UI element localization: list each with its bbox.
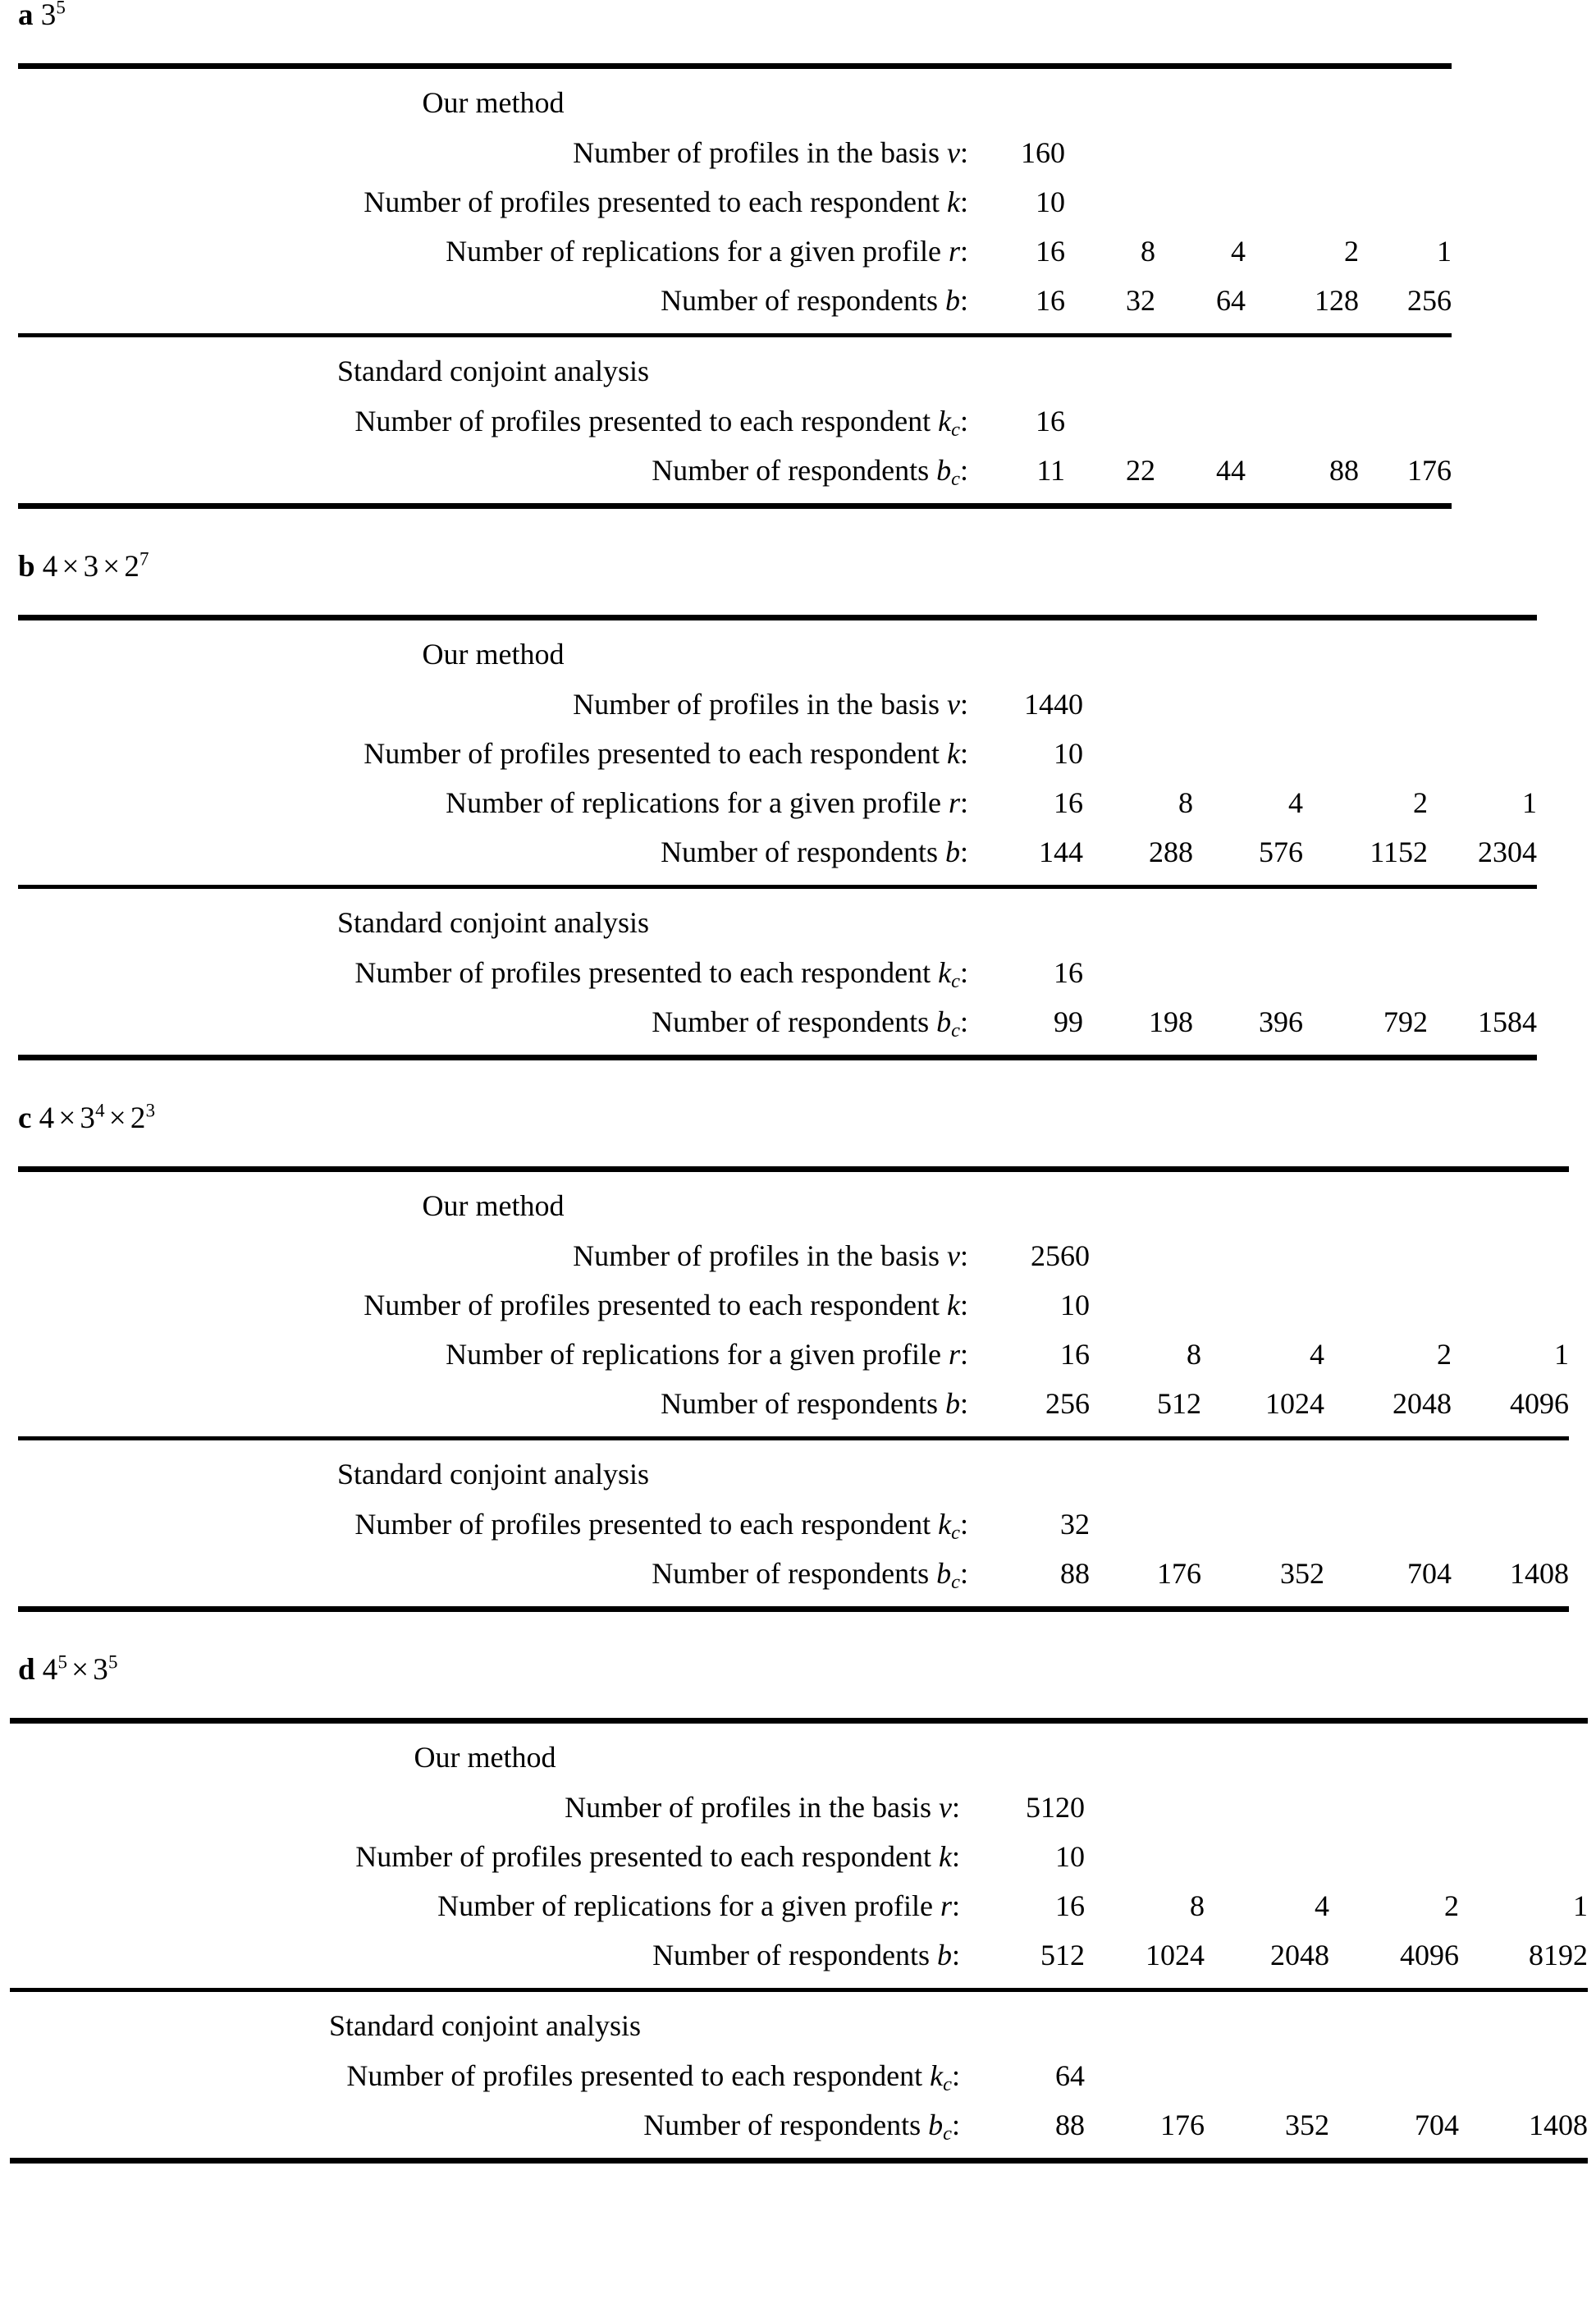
- panel-b-row-replications: [18, 778, 1537, 827]
- panel-b-value-bc-0: 99: [1054, 1005, 1083, 1038]
- panel-d-value-b-1: 1024: [1146, 1939, 1205, 1971]
- panel-d-value-b-4: 8192: [1529, 1939, 1588, 1971]
- panel-c-label-presented: Number of profiles presented to each respondent k:: [364, 1289, 968, 1321]
- panel-d-value-r-1: 8: [1190, 1889, 1205, 1922]
- panel-c-value-b-3: 2048: [1392, 1387, 1452, 1420]
- symbol-k: k: [947, 185, 960, 218]
- panel-b-value-r-4: 1: [1522, 786, 1537, 819]
- symbol-k: k: [947, 737, 960, 770]
- panel-c-value-b-4: 4096: [1510, 1387, 1569, 1420]
- panel-a-section-standard-row: [18, 346, 1452, 396]
- panel-d-value-bc-1: 176: [1160, 2109, 1205, 2141]
- panel-c-label-basis: Number of profiles in the basis v:: [573, 1239, 968, 1272]
- panel-a-row-presented: [18, 177, 1452, 227]
- panel-c-letter: c: [18, 1101, 32, 1135]
- symbol-b: b: [944, 836, 960, 868]
- panel-d-value-r-4: 1: [1573, 1889, 1588, 1922]
- panel-c-section-our-method-row: [18, 1180, 1569, 1231]
- panel-c-design-exponent-2: 3: [145, 1100, 156, 1121]
- symbol-kc: $k_c$: [938, 956, 960, 993]
- panel-a-row-replications: [18, 227, 1452, 276]
- panel-b-row-basis: [18, 680, 1537, 729]
- panel-d-design-exponent-1: 5: [107, 1651, 118, 1673]
- panel-b-bottom-rule: [18, 1058, 1537, 1061]
- panel-b-label-replications: Number of replications for a given profile r:: [446, 786, 968, 819]
- panel-b-design-base-0: 4: [42, 550, 58, 584]
- panel-b-caption: [0, 548, 1596, 584]
- panel-a-section-our-method-row: [18, 77, 1452, 128]
- panel-d-design: [43, 1653, 118, 1687]
- panel-a-label-basis: Number of profiles in the basis v:: [573, 136, 968, 169]
- symbol-bc: $b_c$: [936, 1005, 960, 1042]
- panel-b-row-presented: [18, 729, 1537, 778]
- panel-c-value-b-0: 256: [1045, 1387, 1090, 1420]
- panel-c-value-bc-1: 176: [1157, 1557, 1201, 1590]
- panel-a-value-r-3: 2: [1344, 235, 1359, 268]
- panel-b-value-v: 1440: [1024, 688, 1083, 721]
- panel-d-row-presented: [10, 1832, 1588, 1881]
- panel-c-design: [39, 1101, 156, 1135]
- symbol-r: r: [948, 235, 960, 268]
- panel-a-label-respondents: Number of respondents b:: [661, 284, 968, 317]
- panel-b-value-bc-3: 792: [1383, 1005, 1428, 1038]
- panel-d-row-respondents-c: [10, 2100, 1588, 2150]
- panel-b-value-bc-4: 1584: [1478, 1005, 1537, 1038]
- panel-c-value-v: 2560: [1031, 1239, 1090, 1272]
- panel-b-value-r-3: 2: [1413, 786, 1428, 819]
- times-icon: ×: [103, 550, 121, 584]
- panel-d-letter: d: [18, 1653, 35, 1687]
- panel-d-value-bc-4: 1408: [1529, 2109, 1588, 2141]
- panel-b-row-respondents: [18, 827, 1537, 877]
- panel-c-value-bc-4: 1408: [1510, 1557, 1569, 1590]
- panel-b-value-bc-1: 198: [1149, 1005, 1193, 1038]
- symbol-bc: $b_c$: [936, 1557, 960, 1594]
- panel-b-section-standard: Standard conjoint analysis: [337, 906, 649, 939]
- panel-a-value-r-2: 4: [1231, 235, 1246, 268]
- times-icon: ×: [62, 550, 80, 584]
- panel-c-row-presented-c: [18, 1500, 1569, 1549]
- symbol-v: v: [939, 1791, 952, 1824]
- panel-b-label-presented: Number of profiles presented to each respondent k:: [364, 737, 968, 770]
- panel-d-value-bc-3: 704: [1415, 2109, 1459, 2141]
- panel-d-value-kc: 64: [1055, 2059, 1085, 2092]
- panel-a-section-our-method: Our method: [422, 86, 565, 119]
- panel-a-letter: a: [18, 0, 34, 32]
- panel-c-label-respondents: Number of respondents b:: [661, 1387, 968, 1420]
- panel-c-row-respondents-c: [18, 1549, 1569, 1598]
- panel-b-value-k: 10: [1054, 737, 1083, 770]
- panel-c-row-replications: [18, 1330, 1569, 1379]
- panel-d-row-replications: [10, 1881, 1588, 1930]
- panel-a-value-b-4: 256: [1407, 284, 1452, 317]
- panel-c-design-base-1: 3: [80, 1101, 96, 1135]
- panel-a-bottom-rule: [18, 506, 1452, 510]
- symbol-kc: $k_c$: [938, 405, 960, 442]
- panel-b-section-our-method: Our method: [422, 638, 565, 671]
- panel-d-label-presented: Number of profiles presented to each respondent k:: [355, 1840, 960, 1873]
- panel-a-value-bc-4: 176: [1407, 454, 1452, 487]
- symbol-kc: $k_c$: [930, 2059, 952, 2096]
- panel-b-label-respondents-c: Number of respondents $b_c$:: [652, 1005, 968, 1042]
- panel-c-label-respondents-c: Number of respondents $b_c$:: [652, 1557, 968, 1594]
- panel-c-value-r-4: 1: [1554, 1338, 1569, 1371]
- panel-a-value-bc-2: 44: [1216, 454, 1246, 487]
- panel-b-label-basis: Number of profiles in the basis v:: [573, 688, 968, 721]
- panel-d-value-b-0: 512: [1040, 1939, 1085, 1971]
- panel-b-value-b-1: 288: [1149, 836, 1193, 868]
- panel-a-design-exponent: 5: [56, 0, 66, 18]
- symbol-v: v: [947, 1239, 960, 1272]
- panel-c-caption: [0, 1100, 1596, 1135]
- panel-a-value-b-1: 32: [1126, 284, 1155, 317]
- symbol-b: b: [944, 284, 960, 317]
- panel-c-value-b-1: 512: [1157, 1387, 1201, 1420]
- times-icon: ×: [108, 1101, 126, 1135]
- panel-a-value-bc-0: 11: [1036, 454, 1065, 487]
- panel-d-caption: [0, 1651, 1596, 1687]
- symbol-r: r: [948, 786, 960, 819]
- panel-d-section-standard-row: [10, 2000, 1588, 2051]
- panel-a-caption: [0, 0, 1596, 30]
- panel-d-row-respondents: [10, 1930, 1588, 1980]
- panel-b: [0, 548, 1596, 1060]
- symbol-b: b: [944, 1387, 960, 1420]
- panel-c-row-basis: [18, 1231, 1569, 1280]
- panel-b-row-presented-c: [18, 948, 1537, 997]
- panel-d-value-k: 10: [1055, 1840, 1085, 1873]
- panel-b-value-b-2: 576: [1259, 836, 1303, 868]
- panel-d-label-respondents: Number of respondents b:: [652, 1939, 960, 1971]
- panel-a-row-basis: [18, 128, 1452, 177]
- panel-d-bottom-rule: [10, 2161, 1588, 2164]
- panel-a-row-presented-c: [18, 396, 1452, 446]
- panel-a-table-wrap: [0, 63, 1596, 509]
- panel-a-label-presented: Number of profiles presented to each respondent k:: [364, 185, 968, 218]
- symbol-k: k: [939, 1840, 952, 1873]
- panel-a-design: [41, 0, 66, 32]
- panel-a-label-presented-c: Number of profiles presented to each respondent $k_c$:: [354, 405, 968, 442]
- panel-a-value-bc-1: 22: [1126, 454, 1155, 487]
- panel-d-section-our-method-row: [10, 1732, 1588, 1783]
- panel-d-value-v: 5120: [1026, 1791, 1085, 1824]
- panel-d-label-respondents-c: Number of respondents $b_c$:: [643, 2109, 960, 2145]
- panel-d-table-wrap: [0, 1718, 1596, 2164]
- panel-c-value-r-3: 2: [1437, 1338, 1452, 1371]
- panel-b-value-b-3: 1152: [1370, 836, 1428, 868]
- panel-b-section-standard-row: [18, 897, 1537, 948]
- panel-b-design-exponent-2: 7: [139, 548, 149, 570]
- panel-b-value-b-0: 144: [1039, 836, 1083, 868]
- panel-a-row-respondents-c: [18, 446, 1452, 495]
- panel-b-design-base-1: 3: [83, 550, 99, 584]
- panel-b-design: [43, 550, 149, 584]
- panel-d-label-replications: Number of replications for a given profile r:: [437, 1889, 960, 1922]
- panel-d-label-basis: Number of profiles in the basis v:: [565, 1791, 960, 1824]
- panel-b-table: [18, 615, 1537, 1060]
- panel-d-row-presented-c: [10, 2051, 1588, 2100]
- panel-a: [0, 0, 1596, 509]
- symbol-v: v: [947, 688, 960, 721]
- panel-c-value-b-2: 1024: [1265, 1387, 1324, 1420]
- panel-c-value-r-0: 16: [1060, 1338, 1090, 1371]
- panel-d-value-r-2: 4: [1315, 1889, 1329, 1922]
- panel-c-row-presented: [18, 1280, 1569, 1330]
- symbol-r: r: [940, 1889, 952, 1922]
- symbol-r: r: [948, 1338, 960, 1371]
- panel-c-row-respondents: [18, 1379, 1569, 1428]
- panel-a-table: [18, 63, 1452, 509]
- panel-d-value-bc-0: 88: [1055, 2109, 1085, 2141]
- panel-b-label-presented-c: Number of profiles presented to each respondent $k_c$:: [354, 956, 968, 993]
- panel-a-section-standard: Standard conjoint analysis: [337, 355, 649, 387]
- symbol-b: b: [936, 1939, 952, 1971]
- panel-c-design-base-2: 2: [130, 1101, 146, 1135]
- panel-d-design-base-1: 3: [93, 1653, 108, 1687]
- panel-b-label-respondents: Number of respondents b:: [661, 836, 968, 868]
- panel-a-value-v: 160: [1021, 136, 1065, 169]
- panel-c: [0, 1100, 1596, 1612]
- panel-b-design-base-2: 2: [124, 550, 140, 584]
- panel-c-value-bc-2: 352: [1280, 1557, 1324, 1590]
- panel-a-value-b-0: 16: [1036, 284, 1065, 317]
- panel-d-section-our-method: Our method: [414, 1741, 556, 1774]
- panel-c-design-exponent-1: 4: [95, 1100, 105, 1121]
- panel-d-value-bc-2: 352: [1285, 2109, 1329, 2141]
- panel-c-value-r-2: 4: [1310, 1338, 1324, 1371]
- panel-b-value-kc: 16: [1054, 956, 1083, 989]
- panel-d: [0, 1651, 1596, 2164]
- symbol-bc: $b_c$: [928, 2109, 952, 2145]
- panel-c-value-r-1: 8: [1187, 1338, 1201, 1371]
- panel-d-row-basis: [10, 1783, 1588, 1832]
- panel-a-value-b-3: 128: [1315, 284, 1359, 317]
- panel-a-design-base: 3: [40, 0, 57, 32]
- panel-c-section-standard-row: [18, 1449, 1569, 1500]
- panel-c-section-standard: Standard conjoint analysis: [337, 1458, 649, 1490]
- panel-b-value-b-4: 2304: [1478, 836, 1537, 868]
- panel-a-row-respondents: [18, 276, 1452, 325]
- panel-d-design-exponent-0: 5: [57, 1651, 68, 1673]
- panel-c-value-bc-0: 88: [1060, 1557, 1090, 1590]
- panel-b-row-respondents-c: [18, 997, 1537, 1046]
- panel-c-section-our-method: Our method: [422, 1189, 565, 1222]
- panel-a-value-k: 10: [1036, 185, 1065, 218]
- panel-b-value-r-0: 16: [1054, 786, 1083, 819]
- panel-c-design-base-0: 4: [39, 1101, 55, 1135]
- panel-c-table-wrap: [0, 1166, 1596, 1612]
- panel-d-label-presented-c: Number of profiles presented to each respondent $k_c$:: [346, 2059, 960, 2096]
- panel-a-label-respondents-c: Number of respondents $b_c$:: [652, 454, 968, 491]
- panel-c-label-presented-c: Number of profiles presented to each respondent $k_c$:: [354, 1508, 968, 1545]
- times-icon: ×: [71, 1653, 89, 1687]
- panel-b-letter: b: [18, 550, 35, 584]
- symbol-bc: $b_c$: [936, 454, 960, 491]
- panel-a-value-kc: 16: [1036, 405, 1065, 437]
- panel-d-value-r-3: 2: [1444, 1889, 1459, 1922]
- panel-b-value-r-2: 4: [1288, 786, 1303, 819]
- panel-c-label-replications: Number of replications for a given profile r:: [446, 1338, 968, 1371]
- panel-a-value-r-1: 8: [1141, 235, 1155, 268]
- panel-c-table: [18, 1166, 1569, 1612]
- panel-d-design-base-0: 4: [42, 1653, 58, 1687]
- symbol-kc: $k_c$: [938, 1508, 960, 1545]
- symbol-k: k: [947, 1289, 960, 1321]
- symbol-v: v: [947, 136, 960, 169]
- panel-c-value-bc-3: 704: [1407, 1557, 1452, 1590]
- panel-a-value-r-4: 1: [1437, 235, 1452, 268]
- panel-c-value-kc: 32: [1060, 1508, 1090, 1541]
- panel-d-value-b-2: 2048: [1270, 1939, 1329, 1971]
- panel-c-value-k: 10: [1060, 1289, 1090, 1321]
- panel-b-value-r-1: 8: [1178, 786, 1193, 819]
- panel-d-value-r-0: 16: [1055, 1889, 1085, 1922]
- panel-b-section-our-method-row: [18, 629, 1537, 680]
- panel-d-section-standard: Standard conjoint analysis: [329, 2009, 641, 2042]
- panel-c-bottom-rule: [18, 1610, 1569, 1613]
- panel-a-label-replications: Number of replications for a given profile r:: [446, 235, 968, 268]
- panel-b-table-wrap: [0, 615, 1596, 1060]
- panel-a-value-b-2: 64: [1216, 284, 1246, 317]
- panel-a-value-r-0: 16: [1036, 235, 1065, 268]
- panel-d-table: [10, 1718, 1588, 2164]
- times-icon: ×: [58, 1101, 76, 1135]
- panel-d-value-b-3: 4096: [1400, 1939, 1459, 1971]
- panel-b-value-bc-2: 396: [1259, 1005, 1303, 1038]
- panel-a-value-bc-3: 88: [1329, 454, 1359, 487]
